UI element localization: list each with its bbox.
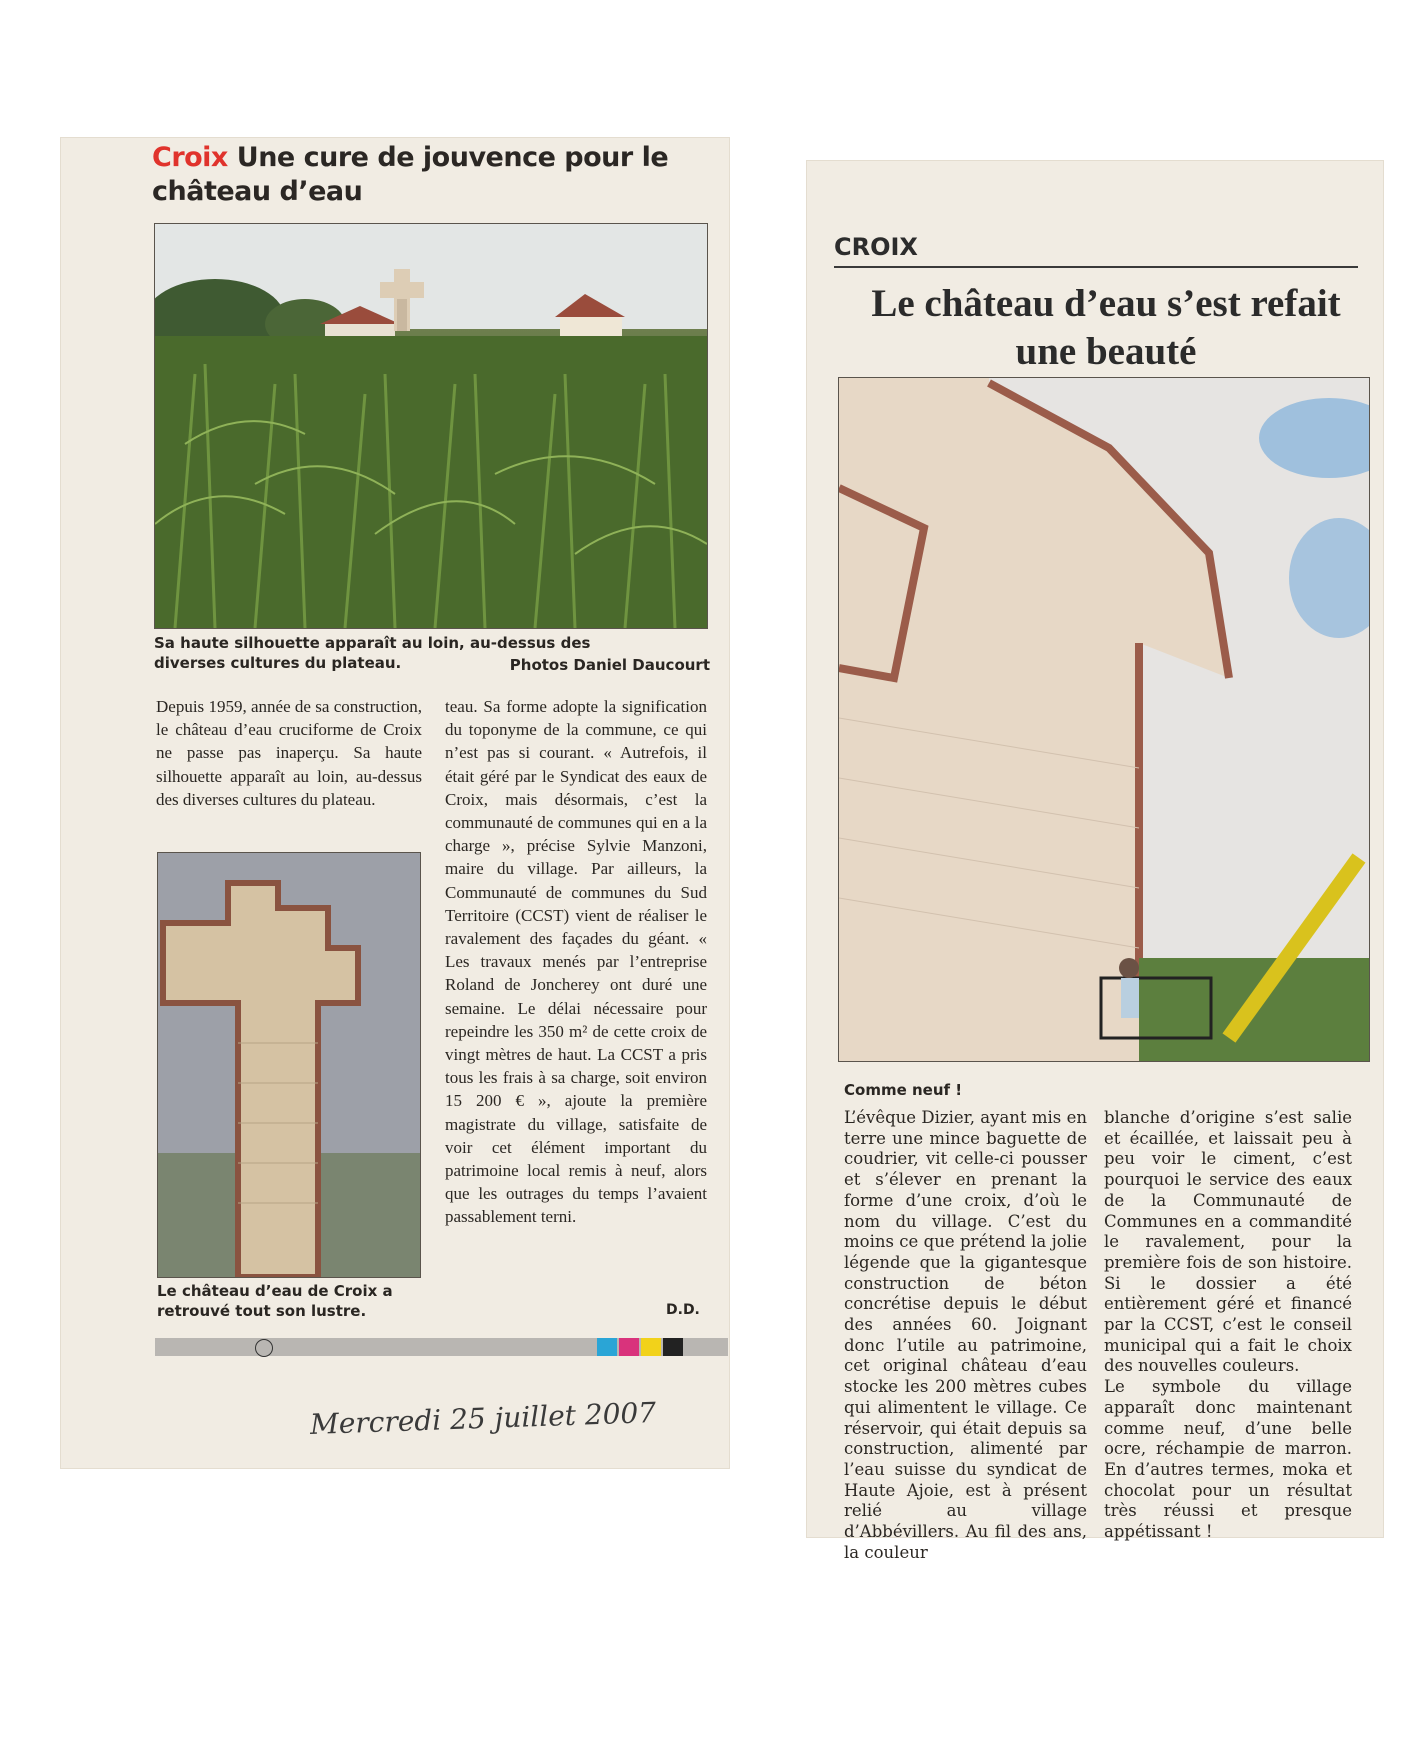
- water-tower-photo-left: [157, 852, 421, 1278]
- author-signature: D.D.: [666, 1302, 700, 1318]
- black-swatch: [663, 1338, 683, 1356]
- registration-mark-icon: [255, 1339, 273, 1357]
- right-headline: Le château d’eau s’est refait une beauté: [871, 282, 1341, 373]
- magenta-swatch: [619, 1338, 639, 1356]
- tower-photo-caption: Le château d’eau de Croix a retrouvé tout son lustre.: [157, 1282, 393, 1320]
- print-color-bar: [155, 1338, 728, 1356]
- yellow-swatch: [641, 1338, 661, 1356]
- right-article-column-1: L’évêque Dizier, ayant mis en terre une mince baguette de coudrier, vit celle-ci pousser et s’élever en prenant la forme d’une croix, d’où le nom du village. C’est du moins ce que prétend la jolie légende que la gigantesque construction de béton concrétise depuis le début des années 60. Joignant donc l’utile au patrimoine, cet original château d’eau stocke les 200 mètres cubes qui alimentent le village. Ce réservoir, qui était depuis sa construction, alimenté par l’eau suisse du syndicat de Haute Ajoie, est à présent relié au village d’Abbévillers. Au fil des ans, la couleur: [844, 1108, 1087, 1562]
- water-tower-photo-right: [838, 377, 1370, 1062]
- section-divider: [834, 266, 1358, 268]
- handwritten-date: Mercredi 25 juillet 2007: [309, 1395, 657, 1442]
- tower-closeup-illustration: [839, 378, 1369, 1061]
- cross-tower-illustration: [158, 853, 420, 1277]
- cornfield-photo-caption: Sa haute silhouette apparaît au loin, au-dessus des diverses cultures du plateau.: [154, 634, 591, 672]
- cornfield-photo: [154, 223, 708, 629]
- photo-credit: Photos Daniel Daucourt: [509, 656, 710, 674]
- left-newspaper-clipping: [60, 137, 730, 1469]
- cyan-swatch: [597, 1338, 617, 1356]
- right-section-label: CROIX: [834, 233, 918, 261]
- cornfield-illustration: [155, 224, 707, 628]
- left-headline-text: Une cure de jouvence pour le château d’eau: [152, 142, 669, 207]
- right-photo-caption: Comme neuf !: [844, 1081, 963, 1099]
- right-newspaper-clipping: [806, 160, 1384, 1562]
- left-article-column-2: teau. Sa forme adopte la signification du toponyme de la commune, ce qui n’est pas si courant. « Autrefois, il était géré par le Syndicat des eaux de Croix, mais désormais, c’est la communauté de communes qui en a la charge », précise Sylvie Manzoni, maire du village. Par ailleurs, la Communauté de communes du Sud Territoire (CCST) vient de réaliser le ravalement des façades du géant. « Les travaux menés par l’entreprise Roland de Joncherey ont duré une semaine. Le délai nécessaire pour repeindre les 350 m² de cette croix de vingt mètres de haut. La CCST a pris tous les frais à sa charge, soit environ 15 200 € », ajoute la première magistrate du village, satisfaite de voir cet élément important du patrimoine local remis à neuf, alors que les outrages du temps l’avaient passablement terni.: [445, 697, 707, 1227]
- right-article-column-2: blanche d’origine s’est salie et écaillée, et laissait peu à peu voir le ciment, c’est pourquoi le service des eaux de la Communauté de Communes en a commandité le ravalement, pour la première fois de son histoire. Si le dossier a été entièrement géré et financé par la CCST, c’est le conseil municipal qui a fait le choix des nouvelles couleurs. Le symbole du village apparaît donc maintenant comme neuf, d’une belle ocre, réchampie de marron. En d’autres termes, moka et chocolat pour un résultat très réussi et presque appétissant !: [1104, 1108, 1352, 1542]
- left-article-column-1: Depuis 1959, année de sa construction, le château d’eau cruciforme de Croix ne passe pas inaperçu. Sa haute silhouette apparaît au loin, au-dessus des diverses cultures du plateau.: [156, 697, 422, 809]
- left-headline: [152, 141, 712, 209]
- left-kicker: Croix: [152, 142, 228, 173]
